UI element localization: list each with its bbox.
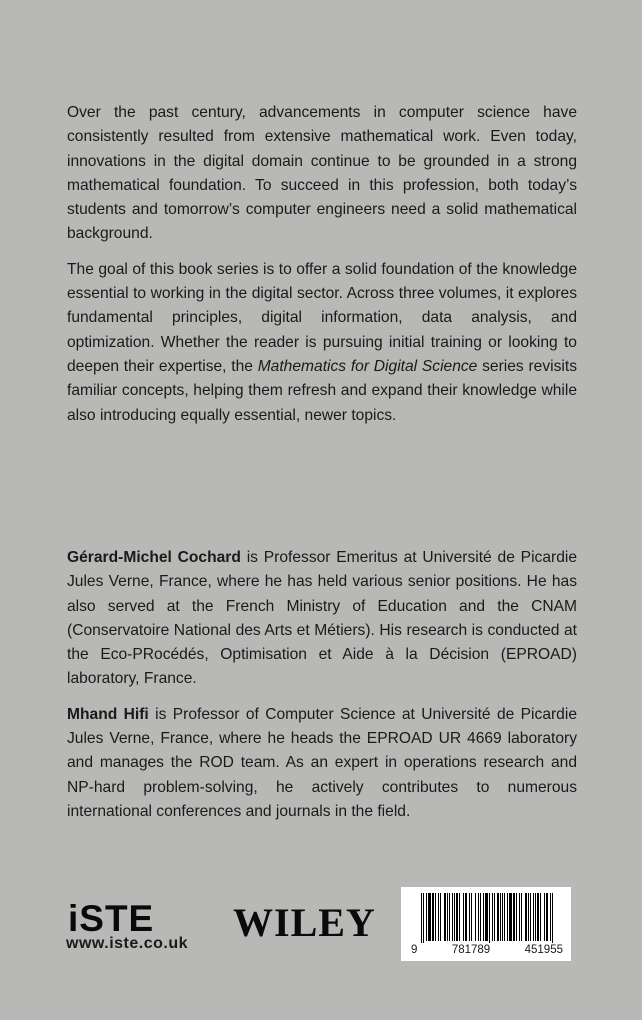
barcode-bar xyxy=(492,893,493,941)
barcode-bar xyxy=(546,893,548,941)
barcode-bar xyxy=(456,893,458,941)
barcode-bar xyxy=(525,893,527,941)
blurb xyxy=(67,101,577,439)
blurb-paragraph-2-start: The goal of this book series is to offer a solid foundation of the knowledge essential to working in the digital sector. Across three volumes, it explores fundamental principles, digital information, data analysis, and optimization. Whether the reader is pursuing initial training or looking to deepen their expertise, the xyxy=(67,260,577,375)
barcode-group-1: 781789 xyxy=(451,944,491,956)
barcode-bar xyxy=(535,893,536,941)
iste-url: www.iste.co.uk xyxy=(66,935,188,952)
barcode-bar xyxy=(509,893,512,941)
barcode-bar xyxy=(516,893,517,941)
barcode-bar xyxy=(423,893,424,943)
barcode-bar xyxy=(500,893,501,941)
barcode-bar xyxy=(504,893,505,941)
barcode-bar xyxy=(469,893,470,941)
barcode-digits xyxy=(411,944,563,956)
barcode-bar xyxy=(447,893,448,941)
barcode-bar xyxy=(471,893,472,941)
barcode-bar xyxy=(502,893,503,941)
blurb-paragraph-1: Over the past century, advancements in computer science have consistently resulted from extensive mathematical work. Even today, innovations in the digital domain continue to be grounded in a strong mathematical foundation. To succeed in this profession, both today’s students and tomorrow’s computer engineers need a solid mathematical background. xyxy=(67,104,577,243)
barcode-bar xyxy=(521,893,522,941)
barcode-bar xyxy=(537,893,539,941)
barcode-bar xyxy=(463,893,464,941)
barcode-bar xyxy=(530,893,531,941)
barcode-bar xyxy=(426,893,427,941)
barcode-bar xyxy=(435,893,436,941)
barcode-bar xyxy=(550,893,551,941)
barcode-bar xyxy=(449,893,450,941)
barcode-bar xyxy=(452,893,453,941)
barcode-bar xyxy=(544,893,545,941)
barcode-bar xyxy=(552,893,553,943)
barcode-bar xyxy=(459,893,460,941)
barcode-bar xyxy=(475,893,476,941)
author-bio-2 xyxy=(67,703,577,824)
barcode-bar xyxy=(480,893,481,941)
barcode-bar xyxy=(519,893,520,941)
author-bios xyxy=(67,546,577,835)
barcode-bar xyxy=(478,893,479,941)
iste-logo: iSTE xyxy=(68,898,155,939)
isbn-barcode xyxy=(401,887,571,961)
barcode-bar xyxy=(494,893,495,941)
author-bio-text-1: is Professor Emeritus at Université de Picardie Jules Verne, France, where he has held various senior positions. He has also served at the French Ministry of Education and the CNAM (Conservatoire National des Arts et Métiers). His research is conducted at the Eco-PRocédés, Optimisation et Aide à la Décision (EPROAD) laboratory, France. xyxy=(67,549,578,688)
barcode-bar xyxy=(507,893,508,941)
wiley-logo: WILEY xyxy=(233,900,376,945)
barcode-bar xyxy=(432,893,434,941)
barcode-bar xyxy=(483,893,484,941)
blurb-paragraph-2-end: series revisits familiar concepts, helping them refresh and expand their knowledge while also introducing equally essential, newer topics. xyxy=(67,357,578,424)
barcode-bar xyxy=(528,893,529,941)
barcode-bar xyxy=(489,893,490,943)
barcode-bar xyxy=(438,893,439,941)
barcode-digit-first: 9 xyxy=(411,944,418,956)
barcode-bar xyxy=(444,893,446,941)
barcode-bar xyxy=(454,893,455,941)
barcode-bar xyxy=(533,893,534,941)
barcode-group-2: 451955 xyxy=(524,944,563,956)
series-title: Mathematics for Digital Science xyxy=(257,357,478,375)
author-name-2: Mhand Hifi xyxy=(67,705,149,723)
barcode-bar xyxy=(428,893,431,941)
author-name-1: Gérard-Michel Cochard xyxy=(67,549,241,566)
barcode-bar xyxy=(497,893,499,941)
barcode-bar xyxy=(440,893,441,941)
barcode-bar xyxy=(513,893,515,941)
barcode-bar xyxy=(421,893,422,943)
author-bio-1 xyxy=(67,546,577,692)
barcode-bars xyxy=(421,893,557,943)
barcode-bar xyxy=(485,893,488,941)
author-bio-text-2: is Professor of Computer Science at Université de Picardie Jules Verne, France, where he heads the EPROAD UR 4669 laboratory and manages the ROD team. As an expert in operations research and NP-hard problem-solving, he actively contributes to numerous international conferences and journals in the field. xyxy=(67,705,577,820)
blurb-paragraph-2 xyxy=(67,258,577,428)
barcode-bar xyxy=(465,893,467,941)
barcode-bar xyxy=(540,893,541,941)
